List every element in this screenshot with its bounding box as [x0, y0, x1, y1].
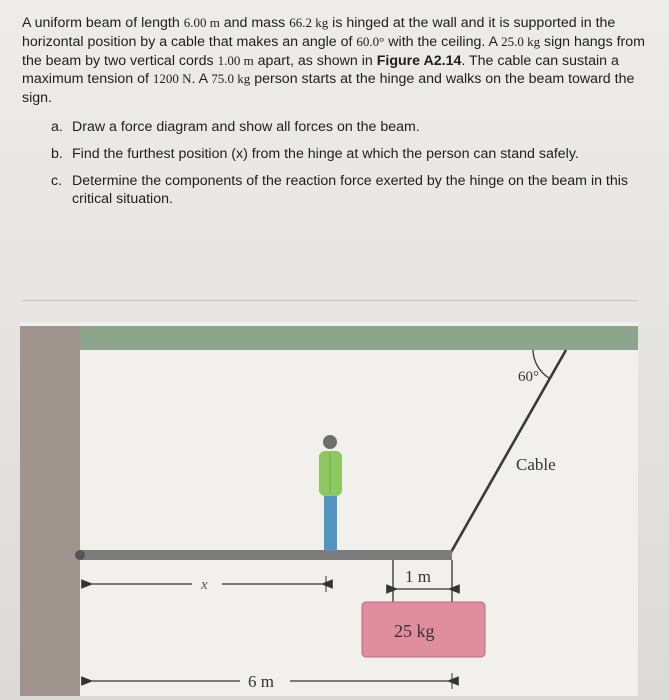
- question-part-b: [22, 145, 652, 164]
- figure-reference: Figure A2.14: [376, 52, 462, 69]
- wall: [20, 326, 80, 696]
- part-text: Find the furthest position (x) from the hinge at which the person can stand safely.: [72, 145, 579, 162]
- cable-angle-value: 60.0°: [356, 33, 385, 49]
- intro-text: . A: [191, 71, 212, 88]
- max-tension-value: 1200 N: [152, 71, 192, 87]
- person-legs: [324, 496, 337, 551]
- part-label: a.: [51, 118, 63, 135]
- length-label: 6 m: [248, 672, 274, 691]
- problem-intro: [22, 14, 652, 108]
- part-label: c.: [51, 172, 63, 189]
- spacing-label: 1 m: [405, 567, 431, 586]
- part-label: b.: [51, 145, 63, 162]
- problem-statement: [22, 14, 652, 217]
- sign-mass-value: 25.0 kg: [501, 33, 541, 49]
- ceiling: [20, 326, 638, 350]
- intro-text: with the ceiling. A: [384, 33, 502, 50]
- part-text: Determine the components of the reaction force exerted by the hinge on the beam in this critical situation.: [72, 172, 629, 208]
- beam: [80, 550, 452, 560]
- intro-text: A uniform beam of length: [22, 15, 184, 31]
- section-divider: [22, 300, 638, 301]
- part-text: Draw a force diagram and show all forces on the beam.: [72, 118, 420, 135]
- intro-text: and mass: [219, 15, 290, 31]
- hinge: [75, 550, 85, 560]
- sign-label: 25 kg: [394, 621, 435, 641]
- cord-spacing-value: 1.00 m: [217, 52, 254, 68]
- intro-text: . The cable can sustain a maximum tension of: [22, 52, 619, 88]
- person-mass-value: 75.0 kg: [211, 71, 251, 87]
- cable-label: Cable: [516, 455, 556, 474]
- beam-figure: [0, 318, 669, 700]
- person-head: [323, 435, 337, 449]
- intro-text: is hinged at the wall and it is supported in the horizontal position by a cable that makes an angle of: [22, 15, 616, 50]
- intro-text: apart, as shown in: [253, 52, 377, 69]
- x-label: x: [201, 577, 208, 593]
- intro-text: sign hangs from the beam by two vertical cords: [22, 33, 645, 69]
- question-part-a: [22, 118, 652, 137]
- beam-length-value: 6.00 m: [183, 15, 220, 30]
- beam-mass-value: 66.2 kg: [289, 15, 329, 30]
- question-part-c: [22, 172, 652, 210]
- angle-label: 60°: [518, 369, 539, 385]
- intro-text: person starts at the hinge and walks on the beam toward the sign.: [22, 71, 635, 107]
- question-parts: [22, 118, 652, 209]
